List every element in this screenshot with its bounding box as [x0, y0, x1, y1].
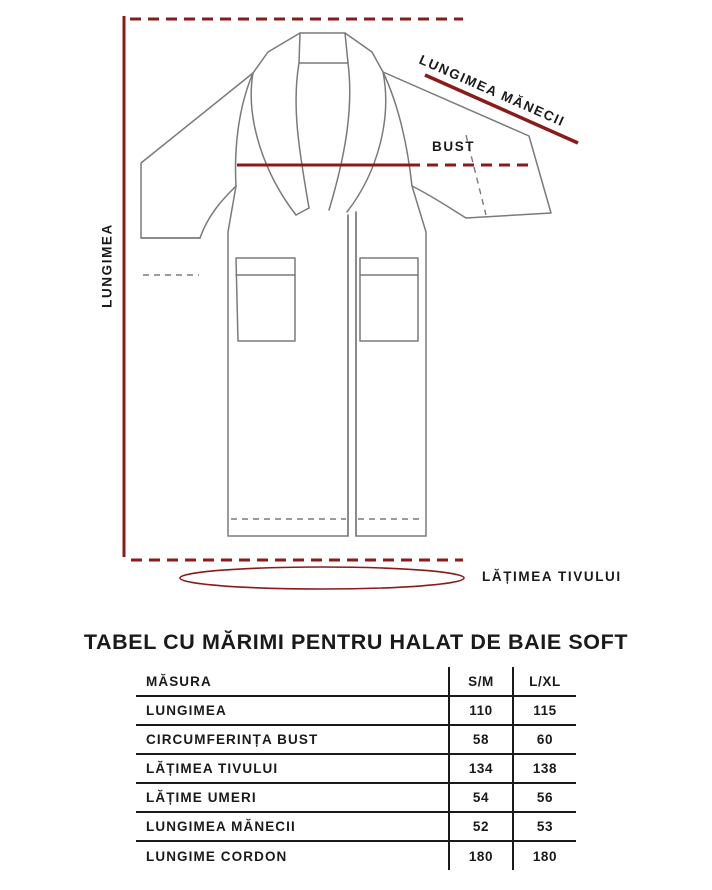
hem-width-ellipse	[180, 567, 464, 589]
size-table-title: TABEL CU MĂRIMI PENTRU HALAT DE BAIE SOFT	[83, 630, 629, 654]
left-body-panel	[228, 186, 348, 536]
right-shoulder-seam	[345, 33, 383, 72]
row-value-lxl: 53	[513, 812, 576, 841]
sleeve-length-measure-line	[425, 75, 578, 143]
left-shoulder-seam	[253, 33, 300, 73]
table-row	[136, 783, 576, 812]
row-measure-label: LĂȚIME UMERI	[136, 783, 449, 812]
row-value-sm: 110	[449, 696, 513, 725]
row-value-sm: 54	[449, 783, 513, 812]
row-value-lxl: 56	[513, 783, 576, 812]
collar-band	[299, 33, 348, 63]
row-measure-label: LUNGIMEA	[136, 696, 449, 725]
table-row	[136, 696, 576, 725]
table-header-row	[136, 667, 576, 696]
row-measure-label: CIRCUMFERINȚA BUST	[136, 725, 449, 754]
left-sleeve-underarm	[200, 186, 236, 238]
garment-outline-group	[141, 33, 551, 536]
row-value-sm: 180	[449, 841, 513, 870]
table-row	[136, 841, 576, 870]
size-table	[136, 667, 576, 870]
table-row	[136, 812, 576, 841]
right-pocket	[360, 258, 418, 341]
header-measure: MĂSURA	[146, 673, 212, 689]
row-value-lxl: 115	[513, 696, 576, 725]
sleeve-length-label: LUNGIMEA MĂNECII	[416, 52, 568, 130]
header-size-lxl: L/XL	[513, 667, 576, 696]
header-size-sm: S/M	[449, 667, 513, 696]
left-armhole-seam	[236, 73, 253, 186]
right-lapel-inner	[329, 63, 350, 210]
left-lapel-outer	[251, 73, 296, 215]
right-armhole-seam	[383, 72, 412, 186]
left-lapel-inner	[296, 63, 309, 208]
table-row	[136, 754, 576, 783]
left-pocket	[236, 258, 295, 341]
right-body-panel	[356, 186, 426, 536]
row-value-sm: 52	[449, 812, 513, 841]
row-value-sm: 134	[449, 754, 513, 783]
row-measure-label: LUNGIME CORDON	[136, 841, 449, 870]
row-measure-label: LUNGIMEA MĂNECII	[136, 812, 449, 841]
row-value-lxl: 180	[513, 841, 576, 870]
stitch-lines-group	[143, 135, 486, 519]
row-measure-label: LĂȚIMEA TIVULUI	[136, 754, 449, 783]
bust-label: BUST	[432, 139, 476, 154]
row-value-lxl: 138	[513, 754, 576, 783]
row-value-sm: 58	[449, 725, 513, 754]
table-row	[136, 725, 576, 754]
row-value-lxl: 60	[513, 725, 576, 754]
hem-width-label: LĂȚIMEA TIVULUI	[482, 569, 622, 584]
left-lapel-point	[296, 208, 309, 215]
size-table-block	[0, 612, 712, 890]
length-label: LUNGIMEA	[99, 223, 115, 308]
right-lapel-outer	[347, 72, 386, 212]
